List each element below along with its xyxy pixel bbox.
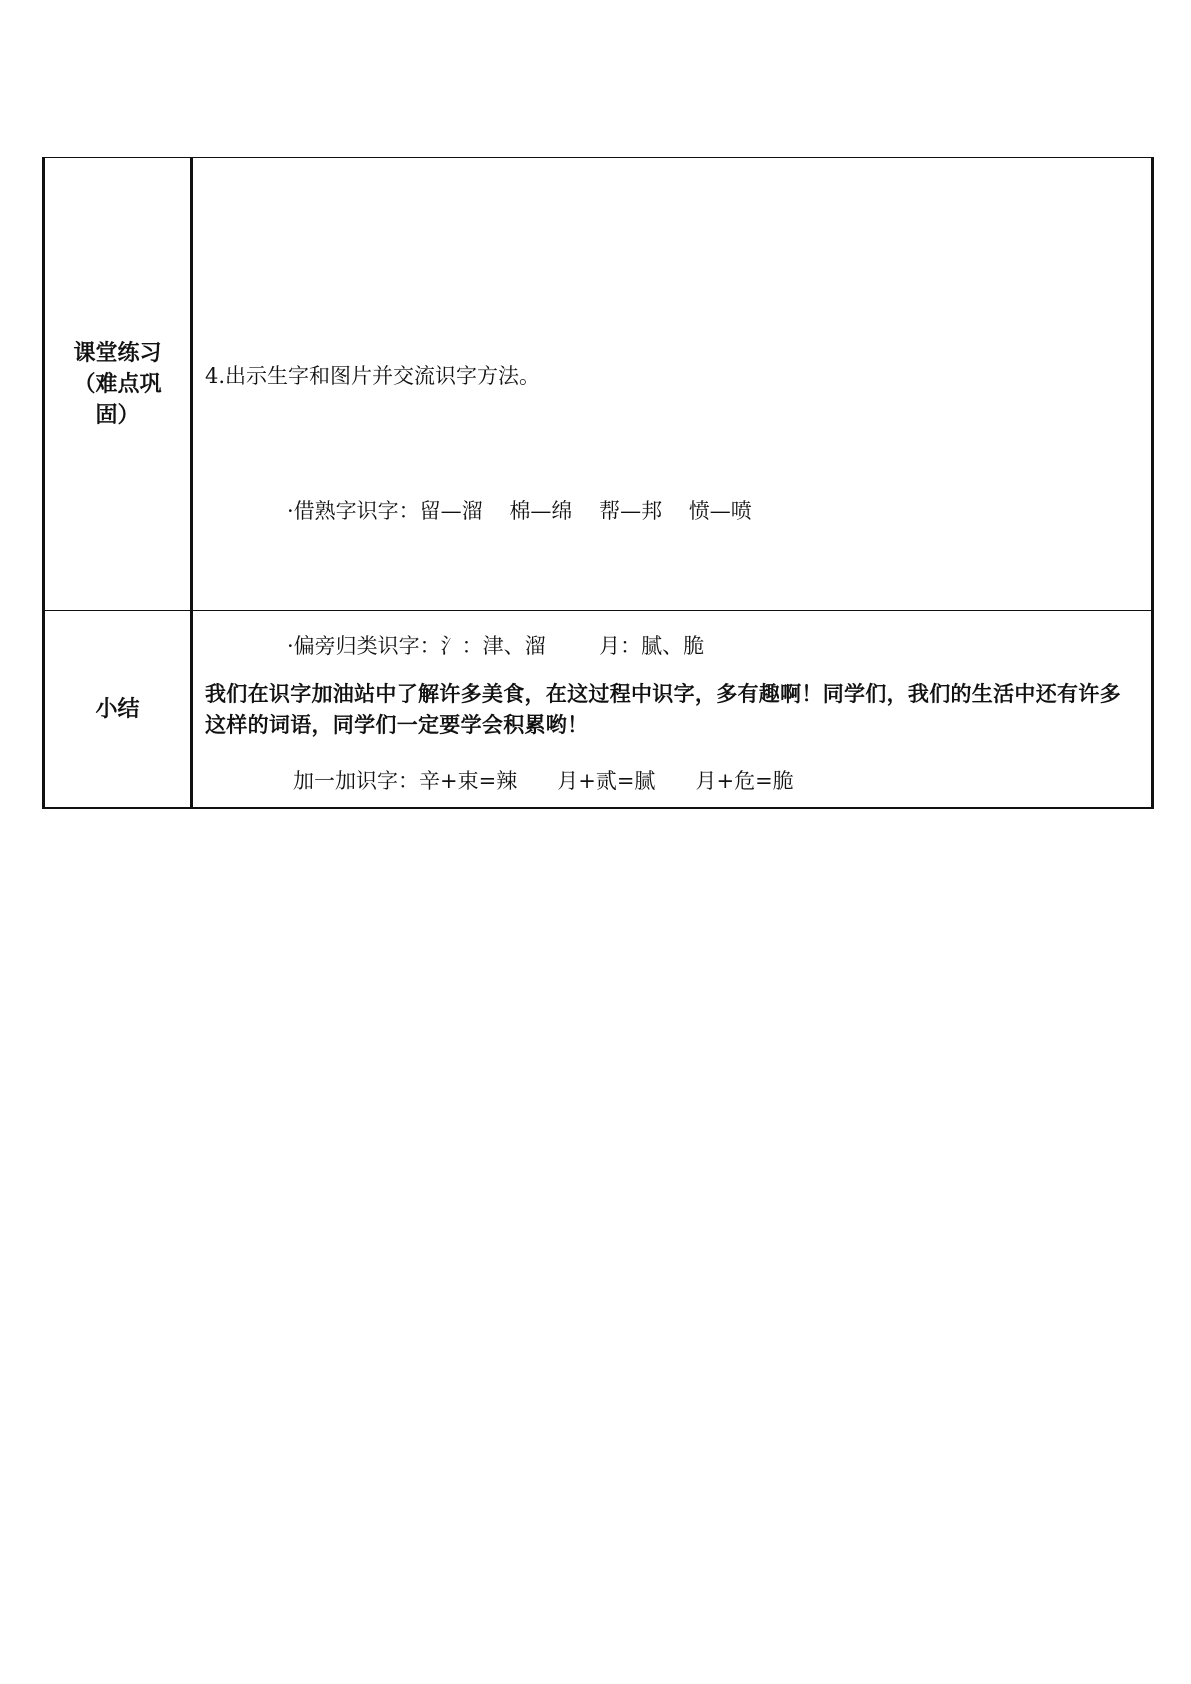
practice-line-intro: 4.出示生字和图片并交流识字方法。 bbox=[205, 364, 541, 388]
lesson-table bbox=[42, 157, 1154, 809]
practice-line-familiar-characters: ·借熟字识字：留—溜 棉—绵 帮—邦 愤—喷 bbox=[287, 499, 752, 523]
practice-line-addition: 加一加识字：辛+束=辣 月+贰=腻 月+危=脆 bbox=[293, 769, 794, 793]
row-label-cell bbox=[45, 611, 193, 808]
row-label: 课堂练习（难点巩固） bbox=[73, 340, 162, 428]
table-row-summary bbox=[45, 611, 1151, 808]
row-label-cell bbox=[45, 158, 193, 610]
row-content-cell bbox=[193, 611, 1151, 808]
summary-text: 我们在识字加油站中了解许多美食，在这过程中识字，多有趣啊！同学们，我们的生活中还有许多这样的词语，同学们一定要学会积累哟！ bbox=[205, 682, 1121, 737]
row-label: 小结 bbox=[95, 697, 140, 722]
practice-line-radical-grouping: ·偏旁归类识字：氵：津、溜 月：腻、脆 bbox=[287, 634, 705, 658]
